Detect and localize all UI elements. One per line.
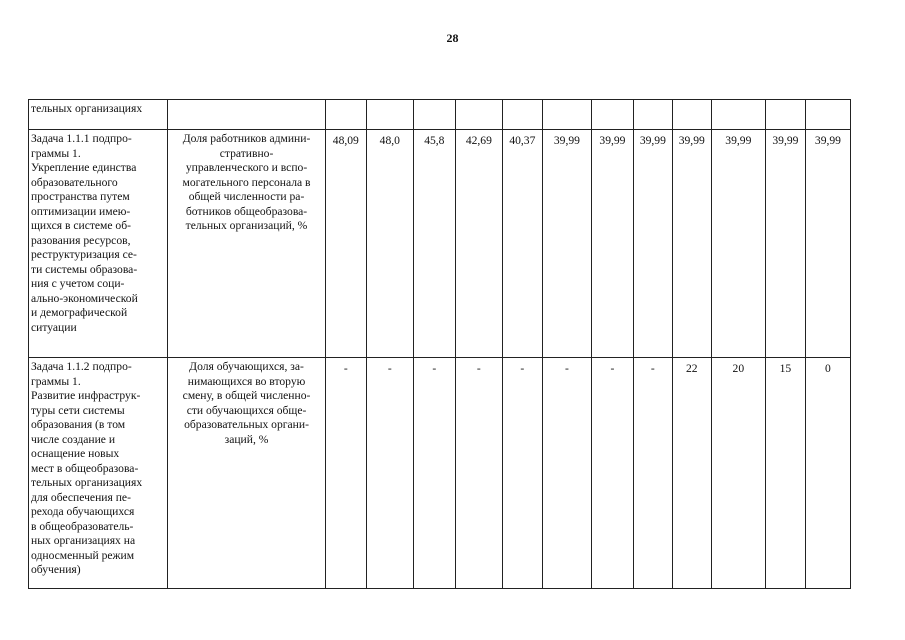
value-cell: - [366,358,413,589]
value-cell: 42,69 [455,130,502,358]
value-cell: - [633,358,672,589]
task-text-line: в общеобразователь- [31,519,134,533]
indicator-cell [168,100,326,130]
indicator-text-line: могательного персонала в [182,175,311,189]
indicator-text-line: Доля работников админи- [182,132,311,145]
task-text-line: реструктуризация се- [31,248,137,261]
indicator-text-line: ботников общеобразова- [185,204,308,218]
indicator-text-line: общей численности ра- [188,190,305,203]
table-body [29,100,851,589]
task-text-line: граммы 1. [31,374,81,388]
value-cell [805,100,850,130]
task-text-line: образовательного [31,175,118,189]
value-cell: 39,99 [805,130,850,358]
value-cell: 39,99 [711,130,765,358]
task-text-line: односменный режим [31,548,135,562]
task-text-line: ти системы образова- [31,262,138,276]
value-cell: 48,0 [366,130,413,358]
task-text-line: ситуации [31,320,77,334]
task-text-line: Укрепление единства [31,161,137,174]
task-text-line: числе создание и [31,432,116,446]
value-cell [325,100,366,130]
value-cell [672,100,711,130]
value-cell: - [455,358,502,589]
indicator-text-line: смену, в общей численно- [182,389,311,402]
task-text-line: тельных организациях [31,476,143,489]
task-text-line: Развитие инфраструк- [31,389,141,402]
value-cell [542,100,591,130]
value-cell: - [502,358,542,589]
task-text-line: обучения) [31,563,81,576]
value-cell [413,100,455,130]
value-cell: - [591,358,633,589]
indicator-cell [168,130,326,358]
indicator-text-line: образовательных органи- [184,418,309,431]
task-text-line: туры сети системы [31,403,125,417]
task-text-line: ных организациях на [31,534,136,547]
value-cell: 39,99 [542,130,591,358]
value-cell [502,100,542,130]
value-cell: 39,99 [672,130,711,358]
value-cell: 39,99 [591,130,633,358]
indicator-text-line: Доля обучающихся, за- [189,360,304,373]
value-cell: 22 [672,358,711,589]
indicators-table [28,99,851,589]
value-cell: 40,37 [502,130,542,358]
table-row [29,358,851,589]
task-text-line: Задача 1.1.2 подпро- [31,360,132,373]
indicator-text-line: заций, % [224,432,269,446]
value-cell: - [542,358,591,589]
task-text-line: ально-экономической [31,291,138,305]
task-text-line: тельных организациях [31,102,143,115]
task-text-line: Задача 1.1.1 подпро- [31,132,132,145]
value-cell: - [325,358,366,589]
task-text-line: образования (в том [31,418,126,431]
task-cell [29,130,168,358]
task-text-line: ния с учетом соци- [31,277,125,290]
value-cell: 39,99 [633,130,672,358]
task-text-line: мест в общеобразова- [31,461,139,475]
task-cell [29,358,168,589]
indicator-text-line: нимающихся во вторую [187,374,306,388]
value-cell: 39,99 [765,130,805,358]
task-text-line: пространства путем [31,190,130,203]
task-text-line: и демографической [31,306,128,319]
task-text-line: граммы 1. [31,146,81,160]
value-cell: 45,8 [413,130,455,358]
value-cell: - [413,358,455,589]
task-text-line: оптимизации имею- [31,204,131,218]
value-cell: 20 [711,358,765,589]
table-row [29,130,851,358]
value-cell: 15 [765,358,805,589]
value-cell [455,100,502,130]
indicator-cell [168,358,326,589]
value-cell [366,100,413,130]
task-text-line: для обеспечения пе- [31,490,131,504]
value-cell: 0 [805,358,850,589]
task-text-line: рехода обучающихся [31,505,135,518]
task-text-line: щихся в системе об- [31,219,131,232]
value-cell [633,100,672,130]
indicator-text-line: стративно- [219,146,274,160]
indicator-text-line: управленческого и вспо- [185,161,308,174]
value-cell [765,100,805,130]
value-cell [591,100,633,130]
task-cell [29,100,168,130]
table-row [29,100,851,130]
indicator-text-line: сти обучающихся обще- [186,403,307,417]
task-text-line: оснащение новых [31,447,120,460]
indicator-text-line: тельных организаций, % [185,219,308,232]
page-number: 28 [446,31,459,45]
value-cell: 48,09 [325,130,366,358]
task-text-line: разования ресурсов, [31,233,131,247]
value-cell [711,100,765,130]
